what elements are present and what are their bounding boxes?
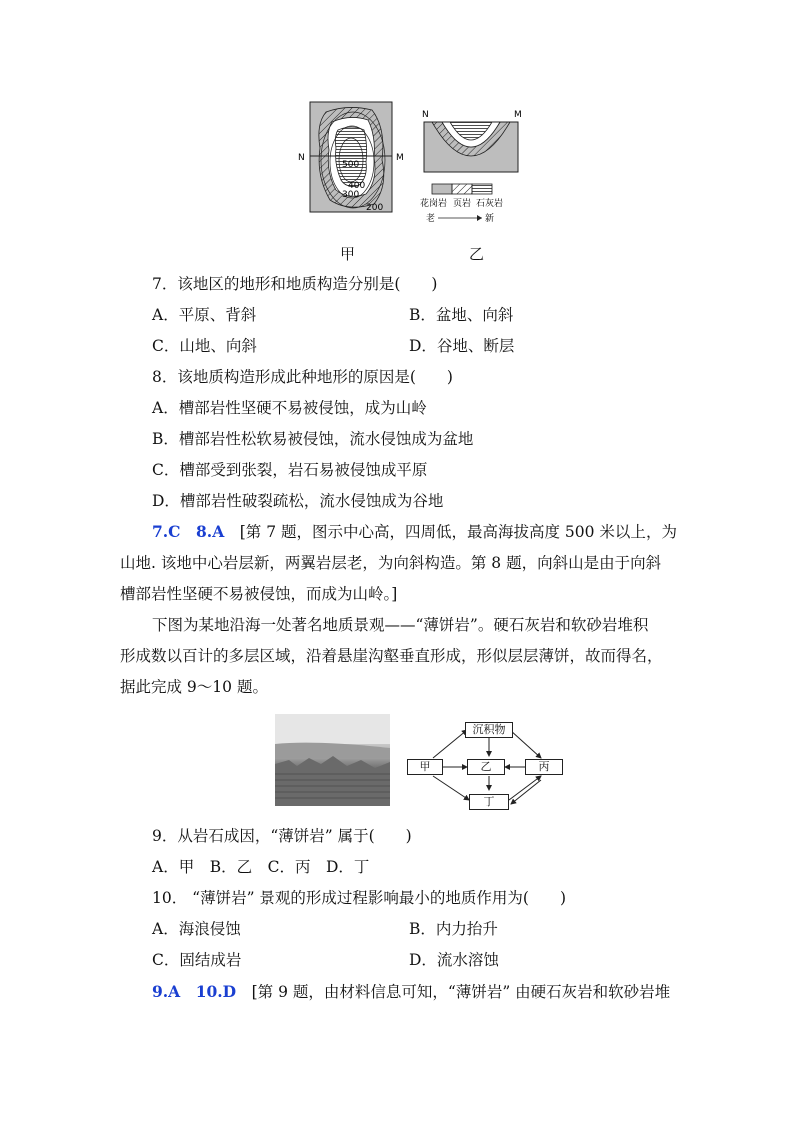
q10-stem: 10． “薄饼岩” 景观的形成过程影响最小的地质作用为( ) [152, 889, 567, 907]
q8-stem: 8．该地质构造形成此种地形的原因是( ) [152, 368, 453, 386]
q9-options: A．甲 B．乙 C．丙 D．丁 [152, 858, 370, 876]
q7-option-a: A．平原、背斜 [152, 306, 257, 324]
section-label-n: N [422, 110, 429, 120]
cycle-box-jia: 甲 [407, 759, 443, 775]
intro-line3: 据此完成 9～10 题。 [120, 678, 268, 696]
answer-9-10-text1: [第 9 题，由材料信息可知，“薄饼岩” 由硬石灰岩和软砂岩堆 [236, 983, 671, 1001]
answer-7-8-line2: 山地. 该地中心岩层新，两翼岩层老，为向斜构造。第 8 题，向斜山是由于向斜 [120, 554, 662, 572]
q10-option-a: A．海浪侵蚀 [152, 920, 241, 938]
contour-label-500: 500 [342, 160, 360, 170]
contour-label-400: 400 [348, 181, 366, 191]
legend-new: 新 [485, 214, 495, 224]
q7-option-c: C．山地、向斜 [152, 337, 257, 355]
q8-option-a: A．槽部岩性坚硬不易被侵蚀，成为山岭 [152, 399, 427, 417]
contour-map [296, 100, 526, 240]
photo-rocks-shapes [275, 714, 390, 806]
q7-option-d: D．谷地、断层 [409, 337, 515, 355]
q8-option-b: B．槽部岩性松软易被侵蚀，流水侵蚀成为盆地 [152, 430, 474, 448]
rock-legend [420, 184, 503, 224]
intro-line1: 下图为某地沿海一处著名地质景观——“薄饼岩”。硬石灰岩和软砂岩堆积 [152, 616, 649, 634]
q9-stem: 9．从岩石成因，“薄饼岩” 属于( ) [152, 827, 412, 845]
geologic-section [424, 122, 518, 172]
answer-9-10-line1 [152, 982, 670, 1002]
contour-label-300: 300 [342, 190, 360, 200]
q10-option-c: C．固结成岩 [152, 951, 242, 969]
contour-label-200: 200 [366, 203, 384, 213]
q10-option-d: D．流水溶蚀 [409, 951, 499, 969]
answer-7-8-line1 [152, 522, 677, 542]
pancake-rocks-photo [275, 714, 390, 806]
answer-9-10-label: 9.A 10.D [152, 982, 237, 1001]
legend-granite: 花岗岩 [420, 199, 448, 209]
map-label-m: M [396, 153, 404, 163]
caption-jia: 甲 [340, 245, 356, 263]
answer-7-8-label: 7.C 8.A [152, 522, 225, 541]
legend-old: 老 [426, 214, 436, 224]
q7-option-b: B．盆地、向斜 [409, 306, 514, 324]
answer-7-8-text1: [第 7 题，图示中心高，四周低，最高海拔高度 500 米以上，为 [224, 523, 677, 541]
cycle-box-bing: 丙 [525, 759, 563, 775]
q8-option-d: D．槽部岩性破裂疏松，流水侵蚀成为谷地 [152, 492, 444, 510]
caption-yi: 乙 [469, 245, 485, 263]
answer-7-8-line3: 槽部岩性坚硬不易被侵蚀，而成为山岭。] [120, 585, 398, 603]
map-label-n: N [298, 153, 305, 163]
cycle-box-sediment: 沉积物 [465, 722, 513, 738]
q7-stem: 7．该地区的地形和地质构造分别是( ) [152, 275, 438, 293]
q8-option-c: C．槽部受到张裂，岩石易被侵蚀成平原 [152, 461, 428, 479]
legend-shale: 页岩 [453, 199, 472, 209]
q10-option-b: B．内力抬升 [409, 920, 498, 938]
figure-contour-section [296, 100, 526, 265]
intro-line2: 形成数以百计的多层区域，沿着悬崖沟壑垂直形成，形似层层薄饼，故而得名， [120, 647, 663, 665]
cycle-box-yi: 乙 [467, 759, 505, 775]
rock-cycle-diagram [405, 718, 570, 810]
cycle-box-ding: 丁 [469, 794, 509, 810]
section-label-m: M [514, 110, 522, 120]
legend-limestone: 石灰岩 [476, 199, 504, 209]
